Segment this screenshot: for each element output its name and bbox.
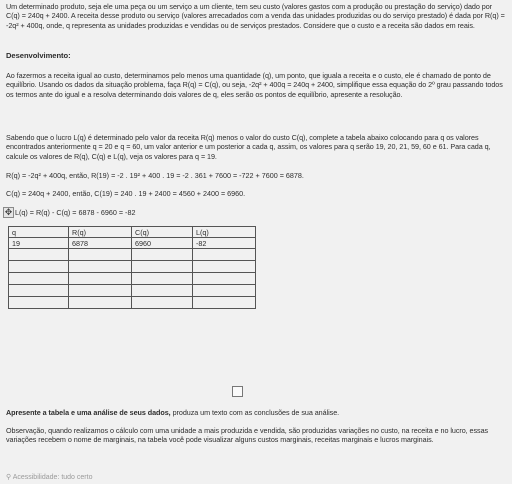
table-cell[interactable] (193, 249, 256, 261)
data-table (8, 226, 256, 309)
header-r: R(q) (69, 227, 132, 238)
accessibility-status[interactable] (6, 473, 92, 481)
move-table-icon[interactable]: ✥ (4, 207, 13, 217)
table-row (9, 297, 256, 309)
table-cell[interactable] (193, 285, 256, 297)
table-row (9, 273, 256, 285)
table-cell[interactable] (132, 261, 193, 273)
header-c: C(q) (132, 227, 193, 238)
table-cell[interactable] (132, 297, 193, 309)
table-row (9, 238, 256, 249)
table-row (9, 249, 256, 261)
table-cell[interactable] (193, 273, 256, 285)
table-cell[interactable]: 19 (9, 238, 69, 249)
table-cell[interactable] (193, 297, 256, 309)
table-cell[interactable] (9, 249, 69, 261)
task-paragraph (6, 408, 506, 417)
table-resize-handle[interactable] (232, 386, 243, 397)
header-q: q (9, 227, 69, 238)
task-text: produza um texto com as conclusões de sua análise. (170, 408, 340, 417)
table-row (9, 261, 256, 273)
table-cell[interactable] (69, 261, 132, 273)
task-title: Apresente a tabela e uma análise de seus dados, (6, 408, 171, 417)
table-cell[interactable] (132, 249, 193, 261)
table-cell[interactable] (132, 273, 193, 285)
intro-paragraph: Um determinado produto, seja ele uma peça ou um serviço a um cliente, tem seu custo (valores gastos com a produção ou prestação do serviço) dado por C(q) = 240q + 2400. A receita desse produto ou serviço (valores arrecadados com a venda das unidades produzidas ou do serviço prestado) é dada por R(q) = -2q² + 400q, onde, q representa as unidades produzidas e vendidas ou de serviços prestados. Considere que o custo e a receita são dados em reais. (6, 2, 505, 30)
development-heading: Desenvolvimento: (6, 51, 71, 60)
header-l: L(q) (193, 227, 256, 238)
table-cell[interactable] (9, 261, 69, 273)
revenue-equation: R(q) = -2q² + 400q, então, R(19) = -2 . 19² + 400 . 19 = -2 . 361 + 7600 = -722 + 7600 = 6878. (6, 171, 304, 180)
table-cell[interactable] (132, 285, 193, 297)
accessibility-label: Acessibilidade: tudo certo (12, 474, 93, 481)
table-cell[interactable] (69, 273, 132, 285)
equilibrium-paragraph: Ao fazermos a receita igual ao custo, determinamos pelo menos uma quantidade (q), um ponto, que iguala a receita e o custo, ele é chamado de ponto de equilíbrio. Usando os dados da situação problema, faça R(q) = C(q), ou seja, -2q² + 400q = 240q + 2400, simplifique essa equação do 2º grau passando todos os termos ante do igual e a resolva determinando dois valores de q, eles serão os pontos de equilíbrio, apresente a resolução. (6, 71, 503, 99)
table-cell[interactable] (69, 249, 132, 261)
table-header-row (9, 227, 256, 238)
cost-equation: C(q) = 240q + 2400, então, C(19) = 240 . 19 + 2400 = 4560 + 2400 = 6960. (6, 189, 246, 198)
table-row (9, 285, 256, 297)
table-cell[interactable] (9, 297, 69, 309)
table-cell[interactable] (9, 285, 69, 297)
observation-paragraph: Observação, quando realizamos o cálculo com uma unidade a mais produzida e vendida, são produzidas variações no custo, na receita e no lucro, essas variações recebem o nome de marginais, na tabela você pode visualizar alguns custos marginais, receitas marginais e lucros marginais. (6, 426, 489, 445)
profit-equation: L(q) = R(q) - C(q) = 6878 - 6960 = -82 (15, 208, 136, 217)
table-cell[interactable] (9, 273, 69, 285)
accessibility-icon: ⚲ (6, 474, 13, 481)
profit-paragraph: Sabendo que o lucro L(q) é determinado pelo valor da receita R(q) menos o valor do custo C(q), complete a tabela abaixo colocando para q os valores encontrados anteriormente q = 20 e q = 60, um valor anterior e um posterior a cada q, assim, os valores para q serão 19, 20, 21, 59, 60 e 61. Para cada q, calcule os valores de R(q), C(q) e L(q), veja os valores para q = 19. (6, 133, 491, 161)
table-cell[interactable]: 6878 (69, 238, 132, 249)
table-cell[interactable] (69, 285, 132, 297)
table-cell[interactable] (69, 297, 132, 309)
table-cell[interactable] (193, 261, 256, 273)
table-cell[interactable]: -82 (193, 238, 256, 249)
table-cell[interactable]: 6960 (132, 238, 193, 249)
